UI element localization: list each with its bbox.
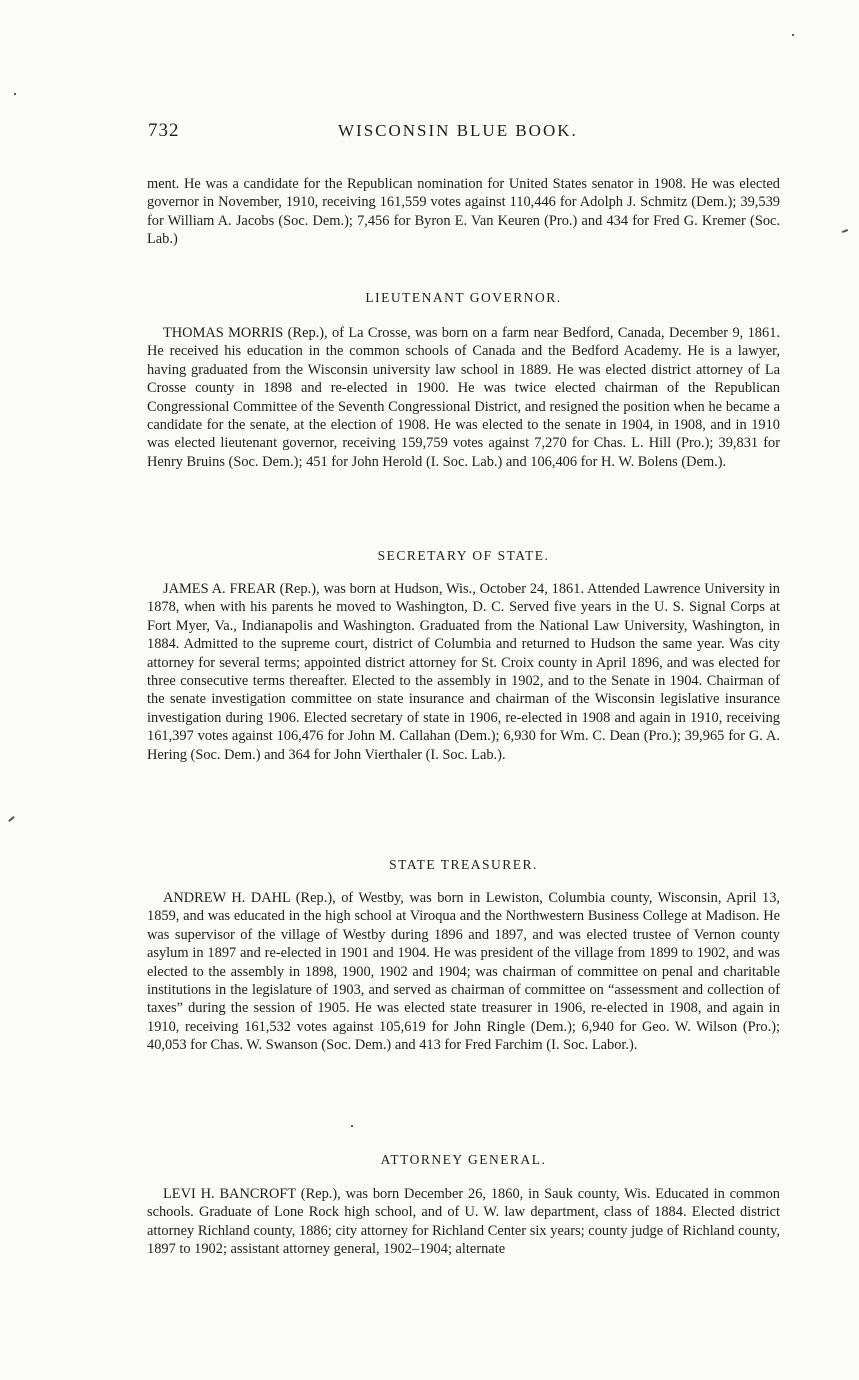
lieutenant-governor-entry [147, 324, 780, 471]
scan-speck [14, 93, 16, 95]
continuation-paragraph [147, 175, 780, 249]
state-treasurer-text: ANDREW H. DAHL (Rep.), of Westby, was born in Lewiston, Columbia county, Wisconsin, April 13, 1859, and was educated in the high school at Viroqua and the Northwestern Business College at Madison. He was supervisor of the village of Westby during 1896 and 1897, and was elected trustee of Vernon county asylum in 1897 and re-elected in 1901 and 1904. He was president of the village from 1899 to 1902, and was elected to the assembly in 1898, 1900, 1902 and 1904; was chairman of committee on penal and charitable institutions in the legislature of 1903, and served as chairman of committee on “assessment and collection of taxes” during the session of 1905. He was elected state treasurer in 1906, re-elected in 1908, and again in 1910, receiving 161,532 votes against 105,619 for John Ringle (Dem.); 6,940 for Geo. W. Wilson (Pro.); 40,053 for Chas. W. Swanson (Soc. Dem.) and 413 for Fred Farchim (I. Soc. Labor.). [147, 890, 780, 1054]
attorney-general-entry [147, 1185, 780, 1259]
state-treasurer-entry [147, 889, 780, 1055]
scan-speck [842, 229, 848, 233]
continuation-text: ment. He was a candidate for the Republican nomination for United States senator in 1908. He was elected governor in November, 1910, receiving 161,559 votes against 110,446 for Adolph J. Schmitz (Dem.); 39,539 for William A. Jacobs (Soc. Dem.); 7,456 for Byron E. Van Keuren (Pro.) and 434 for Fred G. Kremer (Soc. Lab.) [147, 176, 780, 248]
heading-secretary-of-state: SECRETARY OF STATE. [377, 548, 550, 563]
lieutenant-governor-text: THOMAS MORRIS (Rep.), of La Crosse, was born on a farm near Bedford, Canada, December 9, 1861. He received his education in the common schools of Canada and the Bedford Academy. He is a lawyer, having graduated from the Wisconsin university law school in 1889. He was elected district attorney of La Crosse county in 1898 and re-elected in 1900. He was twice elected chairman of the Republican Congressional Committee of the Seventh Congressional District, and resigned the position when he became a candidate for the senate, at the election of 1908. He was elected to the senate in 1904, in 1908, and in 1910 was elected lieutenant governor, receiving 159,759 votes against 7,270 for Chas. L. Hill (Pro.); 39,831 for Henry Bruins (Soc. Dem.); 451 for John Herold (I. Soc. Lab.) and 106,406 for H. W. Bolens (Dem.). [147, 325, 780, 470]
heading-attorney-general: ATTORNEY GENERAL. [380, 1152, 547, 1167]
secretary-of-state-text: JAMES A. FREAR (Rep.), was born at Hudson, Wis., October 24, 1861. Attended Lawrence University in 1878, when with his parents he moved to Washington, D. C. Served five years in the U. S. Signal Corps at Fort Myer, Va., Indianapolis and Washington. Graduated from the National Law University, Washington, in 1884. Admitted to the supreme court, district of Columbia and returned to Hudson the same year. Was city attorney for several terms; appointed district attorney for St. Croix county in April 1896, and was elected for three consecutive terms thereafter. Elected to the assembly in 1902, and to the Senate in 1904. Chairman of the senate investigation committee on state insurance and chairman of the Wisconsin legislative insurance investigation during 1906. Elected secretary of state in 1906, re-elected in 1908 and again in 1910, receiving 161,397 votes against 106,476 for John M. Callahan (Dem.); 6,930 for Wm. C. Dean (Pro.); 39,965 for G. A. Hering (Soc. Dem.) and 364 for John Vierthaler (I. Soc. Lab.). [147, 581, 780, 763]
heading-state-treasurer: STATE TREASURER. [389, 857, 538, 872]
page-number: 732 [148, 120, 180, 141]
scan-speck [8, 816, 15, 822]
heading-lieutenant-governor: LIEUTENANT GOVERNOR. [365, 290, 562, 305]
secretary-of-state-entry [147, 580, 780, 764]
running-head: WISCONSIN BLUE BOOK. [338, 121, 578, 140]
attorney-general-text: LEVI H. BANCROFT (Rep.), was born December 26, 1860, in Sauk county, Wis. Educated in common schools. Graduate of Lone Rock high school, and of U. W. law department, class of 1884. Elected district attorney Richland county, 1886; city attorney for Richland Center six years; county judge of Richland county, 1897 to 1902; assistant attorney general, 1902–1904; alternate [147, 1186, 780, 1258]
scan-speck [351, 1125, 353, 1127]
scan-speck [792, 34, 794, 36]
